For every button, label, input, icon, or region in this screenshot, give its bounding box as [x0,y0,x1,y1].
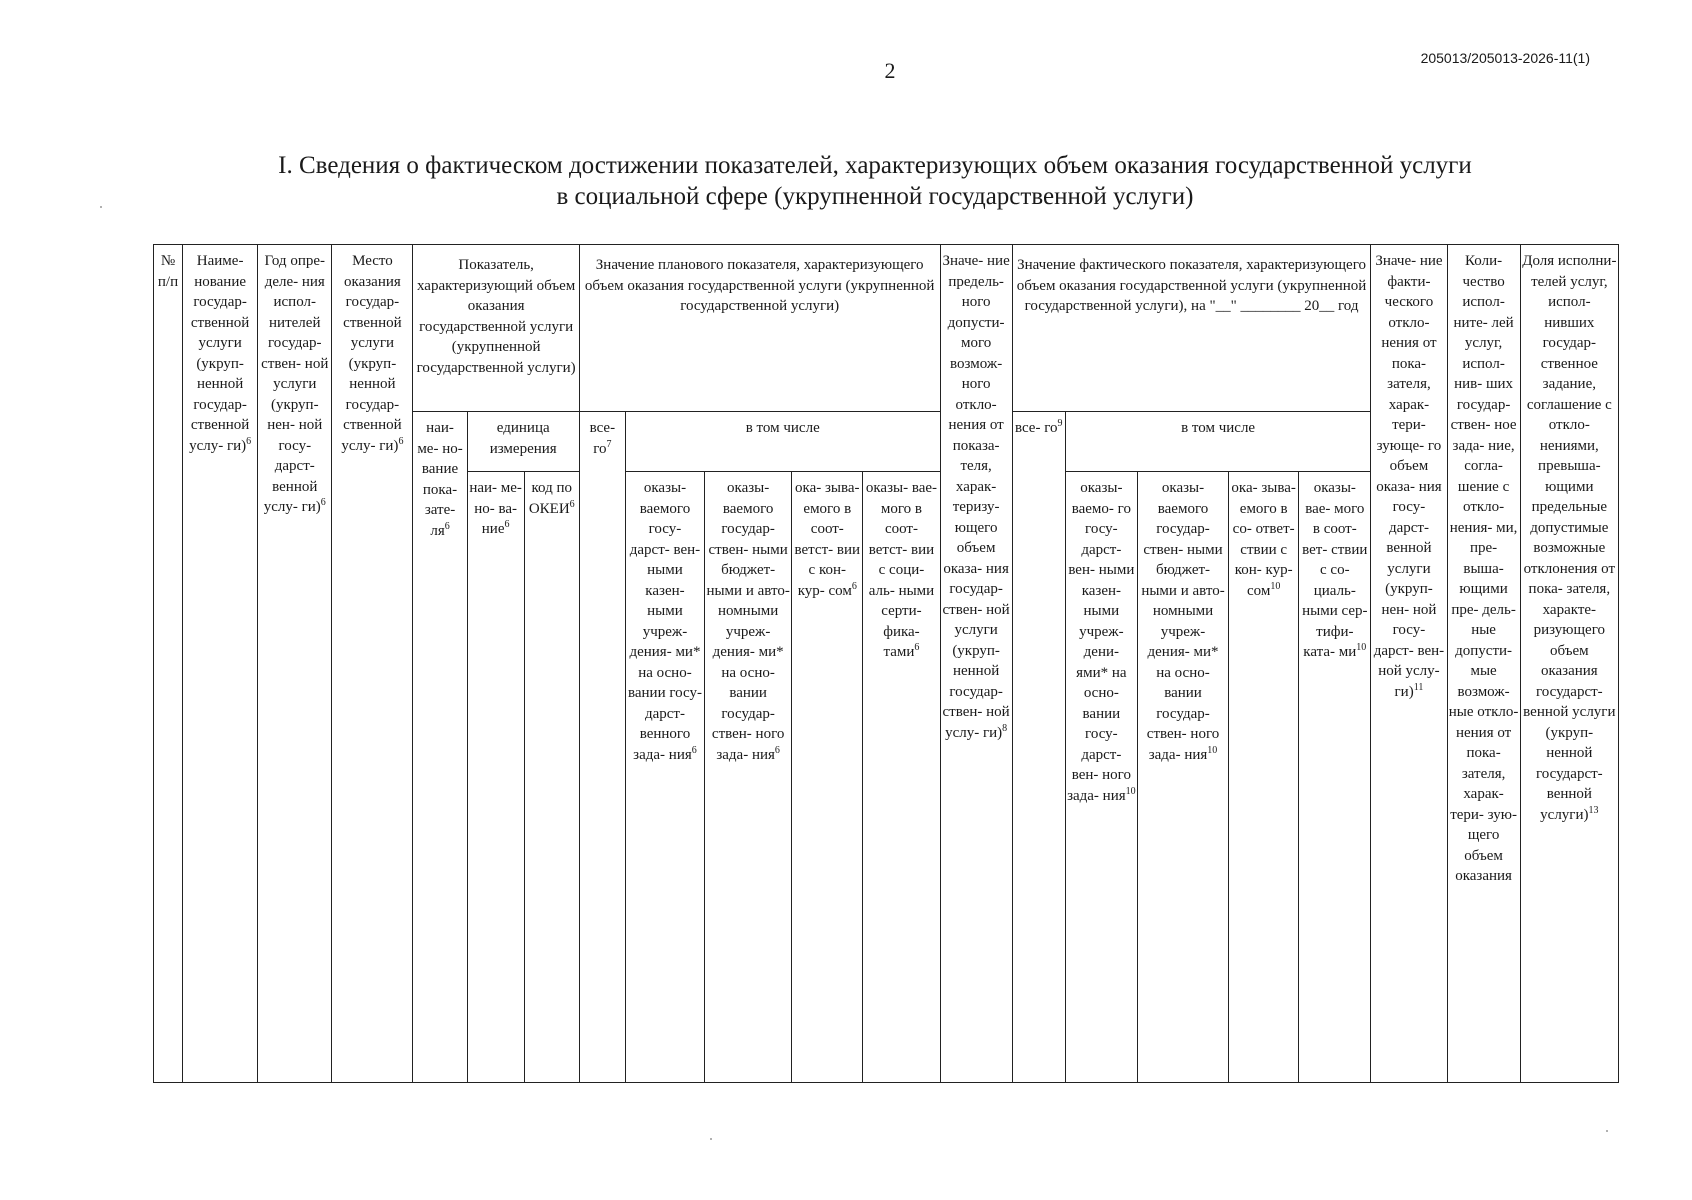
scan-speck [1606,1130,1608,1132]
header-plan-including: в том числе [625,412,940,472]
header-fact-contest: ока- зыва- емого в со- ответ- ствии с кон- кур- сом$^{10}$ [1229,472,1299,1083]
scan-speck [710,1138,712,1140]
header-fact-including: в том числе [1065,412,1371,472]
header-fact-total: все- $го^9$ [1012,412,1065,1083]
header-place: Место оказания государ- ственной услуги (укруп- ненной государ- ственной услу- ги)$^6$ [332,245,413,1083]
header-plan-certificates: оказы- вае- мого в соот- ветст- вии с соци- аль- ными серти- фика- тами$^6$ [863,472,940,1083]
header-plan-contest: ока- зыва- емого в соот- ветст- вии с кон- кур- сом$^6$ [792,472,863,1083]
header-plan-state-institutions: оказы- ваемого госу- дарст- вен- ными казен- ными учреж- дения- ми* на осно- вании госу- дарст- венного зада- ния$^6$ [625,472,704,1083]
header-plan-budget-institutions: оказы- ваемого государ- ствен- ными бюджет- ными и авто- номными учреж- дения- ми* на осно- вании государ- ствен- ного зада- ния$^6$ [705,472,792,1083]
header-executors-share: Доля исполни- телей услуг, испол- нивших государ- ственное задание, соглашение с откло- нениями, превыша- ющими предельные допустимые возможные отклонения от пока- зателя, характе- ризующего объем оказания государст- венной услуги (укруп- ненной государст- венной услуги)$^{13}$ [1520,245,1618,1083]
header-unit-code: код по ОКЕИ$^6$ [524,472,579,1083]
page-number: 2 [884,58,896,83]
header-unit: единица измерения [467,412,579,472]
scan-speck [100,206,102,208]
header-actual-deviation: Значе- ние факти- ческого откло- нения от пока- зателя, харак- тери- зующе- го объем оказа- ния госу- дарст- венной услуги (укруп- нен- ной госу- дарст- вен- ной услу- ги)$^{11}$ [1371,245,1447,1083]
header-plan-total: все- $го^7$ [579,412,625,1083]
header-plan-value: Значение планового показателя, характеризующего объем оказания государственной услуги (укрупненной государственной услуги) [579,245,940,412]
header-fact-state-institutions: оказы- ваемо- го госу- дарст- вен- ными казен- ными учреж- дени- ями* на осно- вании госу- дарст- вен- ного зада- ния$^{10}$ [1065,472,1137,1083]
document-id: 205013/205013-2026-11(1) [1420,50,1590,66]
header-fact-budget-institutions: оказы- ваемого государ- ствен- ными бюджет- ными и авто- номными учреж- дения- ми* на осно- вании государ- ствен- ного зада- ния$^{10}$ [1137,472,1228,1083]
section-title-line-1: I. Сведения о фактическом достижении показателей, характеризующих объем оказания государственной услуги [278,152,1472,179]
indicators-table [153,244,1619,1083]
header-fact-certificates: оказы- вае- мого в соот- вет- ствии с со- циаль- ными сер- тифи- ката- $ми^{10}$ [1299,472,1371,1083]
header-limit-deviation: Значе- ние предель- ного допусти- мого возмож- ного откло- нения от показа- теля, харак- теризу- ющего объем оказа- ния государ- ствен- ной услуги (укруп- ненной государ- ствен- ной услу- ги)$^8$ [940,245,1012,1083]
header-fact-value: Значение фактического показателя, характеризующего объем оказания государственной услуги (укрупненной государственной услуги), на "__" ________ 20__ год [1012,245,1371,412]
header-executors-count: Коли- чество испол- ните- лей услуг, испол- нив- ших государ- ствен- ное зада- ние, согла- шение с откло- нения- ми, пре- выша- ющими пре- дель- ные допусти- мые возмож- ные откло- нения от пока- зателя, харак- тери- зую- щего объем оказания [1447,245,1520,1083]
header-indicator-name: наи- ме- но- вание пока- зате- $ля^6$ [413,412,467,1083]
header-service-name: Наиме- нование государ- ственной услуги (укруп- ненной государ- ственной услу- ги)$^6$ [183,245,258,1083]
section-title-line-2: в социальной сфере (укрупненной государственной услуги) [556,183,1194,210]
header-num: № п/п [154,245,183,1083]
header-unit-name: наи- ме- но- ва- ние$^6$ [467,472,524,1083]
header-indicator: Показатель, характеризующий объем оказания государственной услуги (укрупненной государственной услуги) [413,245,579,412]
header-year: Год опре- деле- ния испол- нителей государ- ствен- ной услуги (укруп- нен- ной госу- дарст- венной услу- ги)$^6$ [258,245,332,1083]
section-title [220,150,1530,212]
